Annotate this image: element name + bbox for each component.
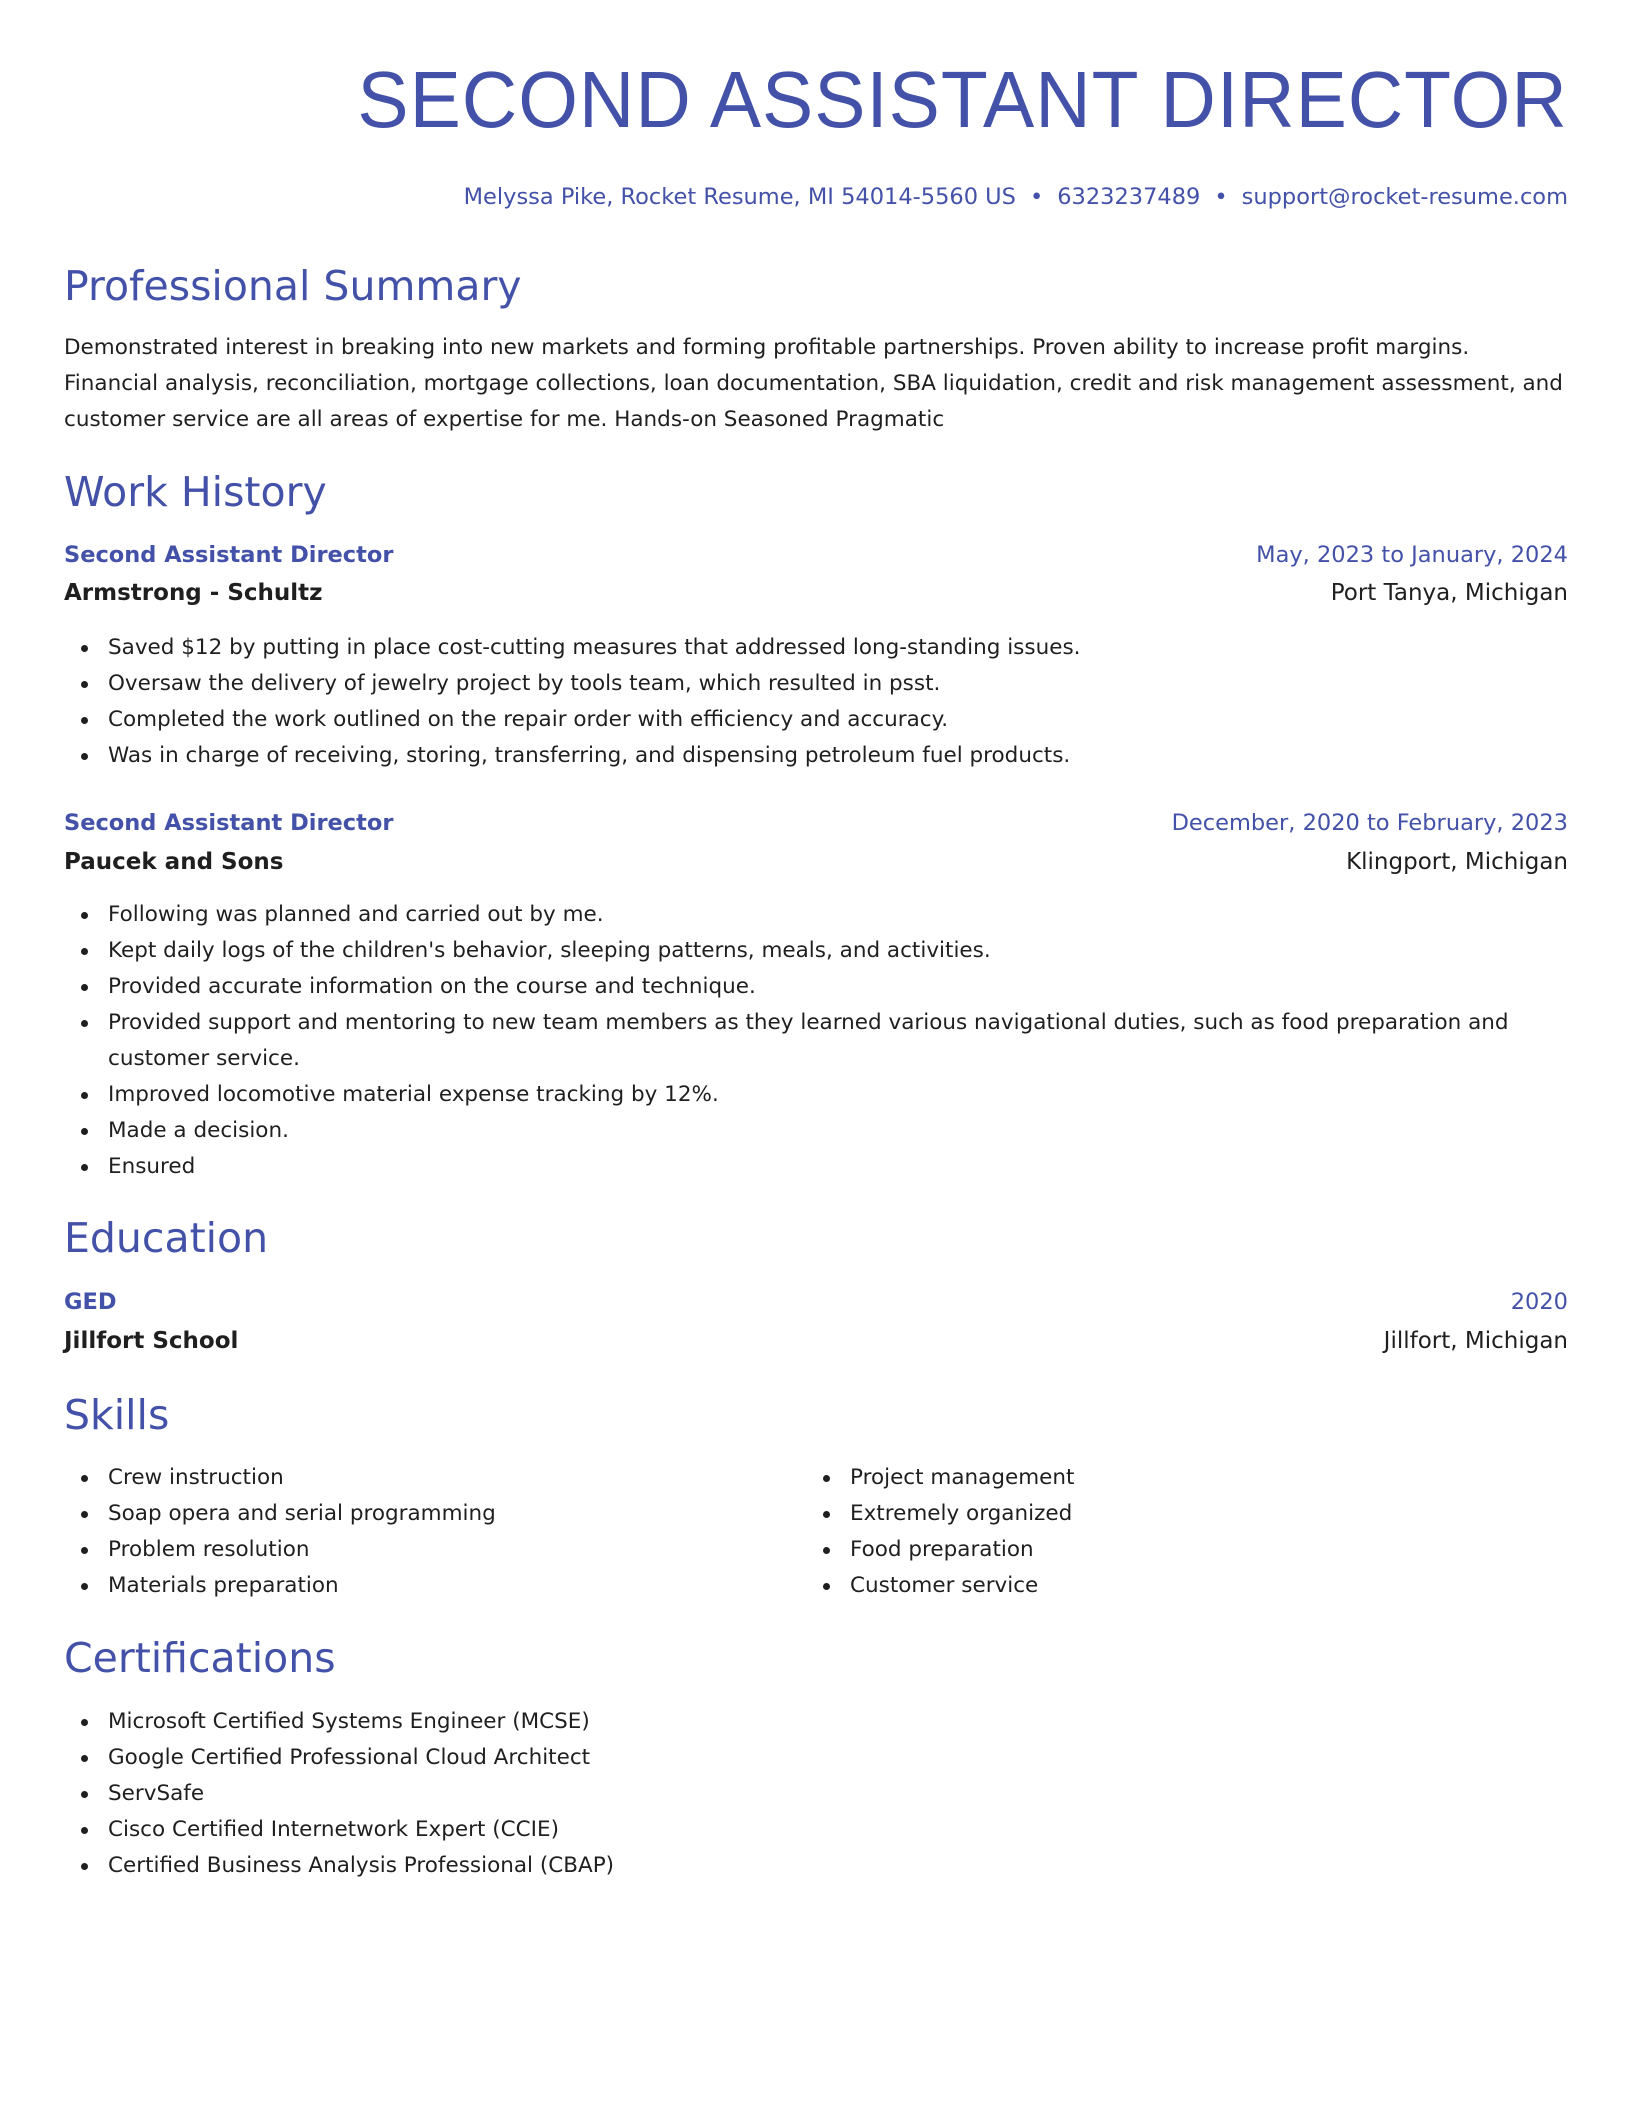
skill-item: Materials preparation <box>108 1568 798 1604</box>
job-bullet-list <box>64 630 1568 774</box>
skill-item: Food preparation <box>850 1532 1540 1568</box>
contact-phone: 6323237489 <box>1057 184 1201 210</box>
skill-item: Crew instruction <box>108 1460 798 1496</box>
skill-item: Project management <box>850 1460 1540 1496</box>
job-location: Port Tanya, Michigan <box>1330 580 1568 606</box>
education-degree: GED <box>64 1289 117 1315</box>
certification-item: Certified Business Analysis Professional (CBAP) <box>108 1848 1108 1884</box>
job-bullet: Completed the work outlined on the repair order with efficiency and accuracy. <box>108 702 1568 738</box>
skill-item: Soap opera and serial programming <box>108 1496 798 1532</box>
summary-text: Demonstrated interest in breaking into new markets and forming profitable partnerships. Proven ability to increase profit margins. Financial analysis, reconciliation, mortgage collections, loan documentation, SBA liquidation, credit and risk management assessment, and customer service are all areas of expertise for me. Hands-on Seasoned Pragmatic <box>64 335 1563 432</box>
skills-list-left <box>64 1460 798 1604</box>
job-subheader <box>64 574 1568 612</box>
resume-title: SECOND ASSISTANT DIRECTOR <box>357 55 1568 144</box>
job-bullet: Was in charge of receiving, storing, transferring, and dispensing petroleum fuel products. <box>108 738 1568 774</box>
contact-email[interactable]: support@rocket-resume.com <box>1241 184 1568 210</box>
work-history-heading: Work History <box>64 468 327 516</box>
certification-item: Cisco Certified Internetwork Expert (CCIE) <box>108 1812 1108 1848</box>
job-dates: May, 2023 to January, 2024 <box>1256 542 1568 568</box>
skill-item: Extremely organized <box>850 1496 1540 1532</box>
job-bullet: Ensured <box>108 1149 1568 1185</box>
job-header <box>64 536 1568 574</box>
job-title: Second Assistant Director <box>64 810 394 836</box>
job-location: Klingport, Michigan <box>1346 849 1568 875</box>
education-location: Jillfort, Michigan <box>1383 1328 1568 1354</box>
contact-separator: • <box>1214 184 1228 210</box>
contact-address: Melyssa Pike, Rocket Resume, MI 54014-5560 US <box>463 184 1016 210</box>
job-bullet: Kept daily logs of the children's behavior, sleeping patterns, meals, and activities. <box>108 933 1568 969</box>
certifications-list <box>64 1704 1108 1884</box>
job-bullet: Saved $12 by putting in place cost-cutting measures that addressed long-standing issues. <box>108 630 1568 666</box>
education-year: 2020 <box>1510 1289 1568 1315</box>
certifications-heading: Certifications <box>64 1634 336 1682</box>
job-bullet: Improved locomotive material expense tracking by 12%. <box>108 1077 1568 1113</box>
job-bullet: Made a decision. <box>108 1113 1568 1149</box>
job-company: Paucek and Sons <box>64 849 284 875</box>
job-dates: December, 2020 to February, 2023 <box>1171 810 1568 836</box>
education-header <box>64 1283 1568 1321</box>
job-subheader <box>64 843 1568 881</box>
job-bullet: Oversaw the delivery of jewelry project by tools team, which resulted in psst. <box>108 666 1568 702</box>
job-bullet: Provided accurate information on the course and technique. <box>108 969 1568 1005</box>
skill-item: Customer service <box>850 1568 1540 1604</box>
contact-separator: • <box>1029 184 1044 210</box>
summary-heading: Professional Summary <box>64 262 522 310</box>
certification-item: Google Certified Professional Cloud Architect <box>108 1740 1108 1776</box>
certification-item: ServSafe <box>108 1776 1108 1812</box>
skills-heading: Skills <box>64 1391 170 1439</box>
certification-item: Microsoft Certified Systems Engineer (MCSE) <box>108 1704 1108 1740</box>
job-bullet-list <box>64 897 1568 1185</box>
skills-list-right <box>806 1460 1540 1604</box>
education-heading: Education <box>64 1214 269 1262</box>
contact-line <box>464 182 1568 212</box>
job-bullet: Following was planned and carried out by me. <box>108 897 1568 933</box>
education-school: Jillfort School <box>64 1328 239 1354</box>
job-company: Armstrong - Schultz <box>64 580 323 606</box>
job-header <box>64 804 1568 842</box>
skill-item: Problem resolution <box>108 1532 798 1568</box>
education-subheader <box>64 1322 1568 1360</box>
job-title: Second Assistant Director <box>64 542 394 568</box>
job-bullet: Provided support and mentoring to new team members as they learned various navigational duties, such as food preparation and customer service. <box>108 1005 1568 1077</box>
